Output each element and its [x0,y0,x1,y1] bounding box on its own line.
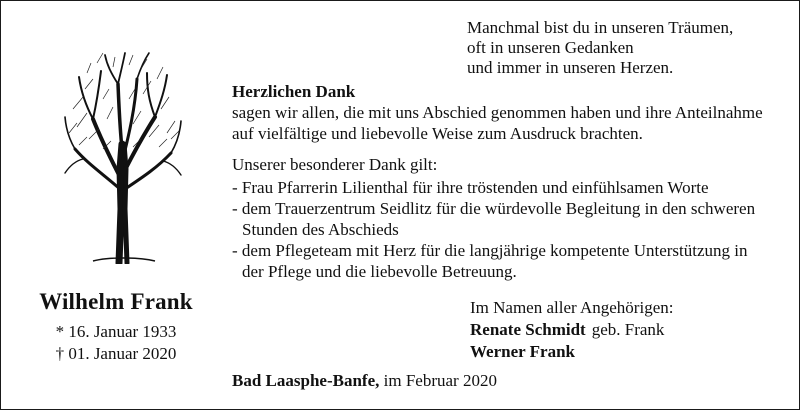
signoff [470,297,790,363]
place: Bad Laasphe-Banfe, [232,371,380,390]
death-date: † 01. Januar 2020 [55,344,177,363]
signer-row [470,319,790,341]
signer-name: Renate Schmidt [470,320,586,339]
bare-tree-icon [63,49,183,264]
signoff-intro: Im Namen aller Angehörigen: [470,298,674,317]
motto-verse [467,18,787,78]
place-date-line [232,371,497,391]
special-thanks-list [232,177,772,282]
motto-line: oft in unseren Gedanken [467,38,634,57]
life-dates [11,321,221,365]
special-thanks-intro: Unserer besonderer Dank gilt: [232,155,438,174]
maiden-name: geb. Frank [591,320,665,339]
birth-date: * 16. Januar 1933 [55,322,177,341]
date: im Februar 2020 [383,371,497,390]
list-item: - dem Trauerzentrum Seidlitz für die würdevolle Begleitung in den schweren Stunden des Abschieds [232,199,756,239]
thanks-section [232,81,772,282]
thanks-body: sagen wir allen, die mit uns Abschied genommen haben und ihre Anteilnahme auf vielfältige und liebevolle Weise zum Ausdruck brachten. [232,103,763,143]
motto-line: und immer in unseren Herzen. [467,58,674,77]
list-item: - dem Pflegeteam mit Herz für die langjährige kompetente Unterstützung in der Pflege und die liebevolle Betreuung. [232,241,748,281]
motto-line: Manchmal bist du in unseren Träumen, [467,18,734,37]
deceased-name: Wilhelm Frank [39,289,193,314]
list-item: - Frau Pfarrerin Lilienthal für ihre tröstenden und einfühlsamen Worte [232,178,709,197]
thanks-heading: Herzlichen Dank [232,82,356,101]
signer-name: Werner Frank [470,342,575,361]
